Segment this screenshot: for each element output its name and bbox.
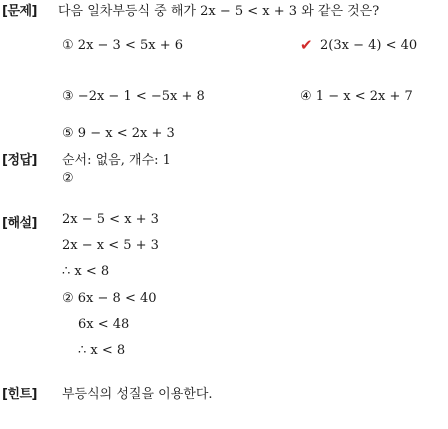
hint-text: 부등식의 성질을 이용한다. bbox=[62, 387, 213, 402]
option-1 bbox=[62, 38, 183, 53]
option-4-text: 1 − x < 2x + 7 bbox=[315, 89, 413, 104]
option-4 bbox=[300, 89, 413, 104]
option-1-number: ① bbox=[62, 38, 74, 53]
option-3-number: ③ bbox=[62, 89, 74, 104]
hint-tag: [힌트] bbox=[2, 387, 37, 402]
problem-tag: [문제] bbox=[2, 4, 37, 19]
option-5 bbox=[62, 126, 175, 141]
option-2-text: 2(3x − 4) < 40 bbox=[320, 38, 418, 53]
solution-line-5: 6x < 48 bbox=[78, 317, 130, 332]
answer-line-1: 순서: 없음, 개수: 1 bbox=[62, 153, 171, 168]
solution-line-4: ② 6x − 8 < 40 bbox=[62, 291, 157, 306]
solution-line-3: ∴ x < 8 bbox=[62, 264, 110, 279]
option-2 bbox=[320, 38, 417, 53]
solution-line-1: 2x − 5 < x + 3 bbox=[62, 212, 159, 227]
option-5-number: ⑤ bbox=[62, 126, 74, 141]
option-4-number: ④ bbox=[300, 89, 312, 104]
answer-tag: [정답] bbox=[2, 153, 37, 168]
option-3 bbox=[62, 89, 205, 104]
option-3-text: −2x − 1 < −5x + 8 bbox=[77, 89, 205, 104]
option-1-text: 2x − 3 < 5x + 6 bbox=[77, 38, 184, 53]
question-text: 다음 일차부등식 중 해가 2x − 5 < x + 3 와 같은 것은? bbox=[58, 4, 380, 19]
option-5-text: 9 − x < 2x + 3 bbox=[77, 126, 175, 141]
check-mark-icon: ✔ bbox=[300, 36, 313, 54]
solution-tag: [해설] bbox=[2, 216, 37, 231]
solution-line-6: ∴ x < 8 bbox=[78, 343, 126, 358]
solution-line-2: 2x − x < 5 + 3 bbox=[62, 238, 159, 253]
answer-line-2: ② bbox=[62, 171, 74, 186]
